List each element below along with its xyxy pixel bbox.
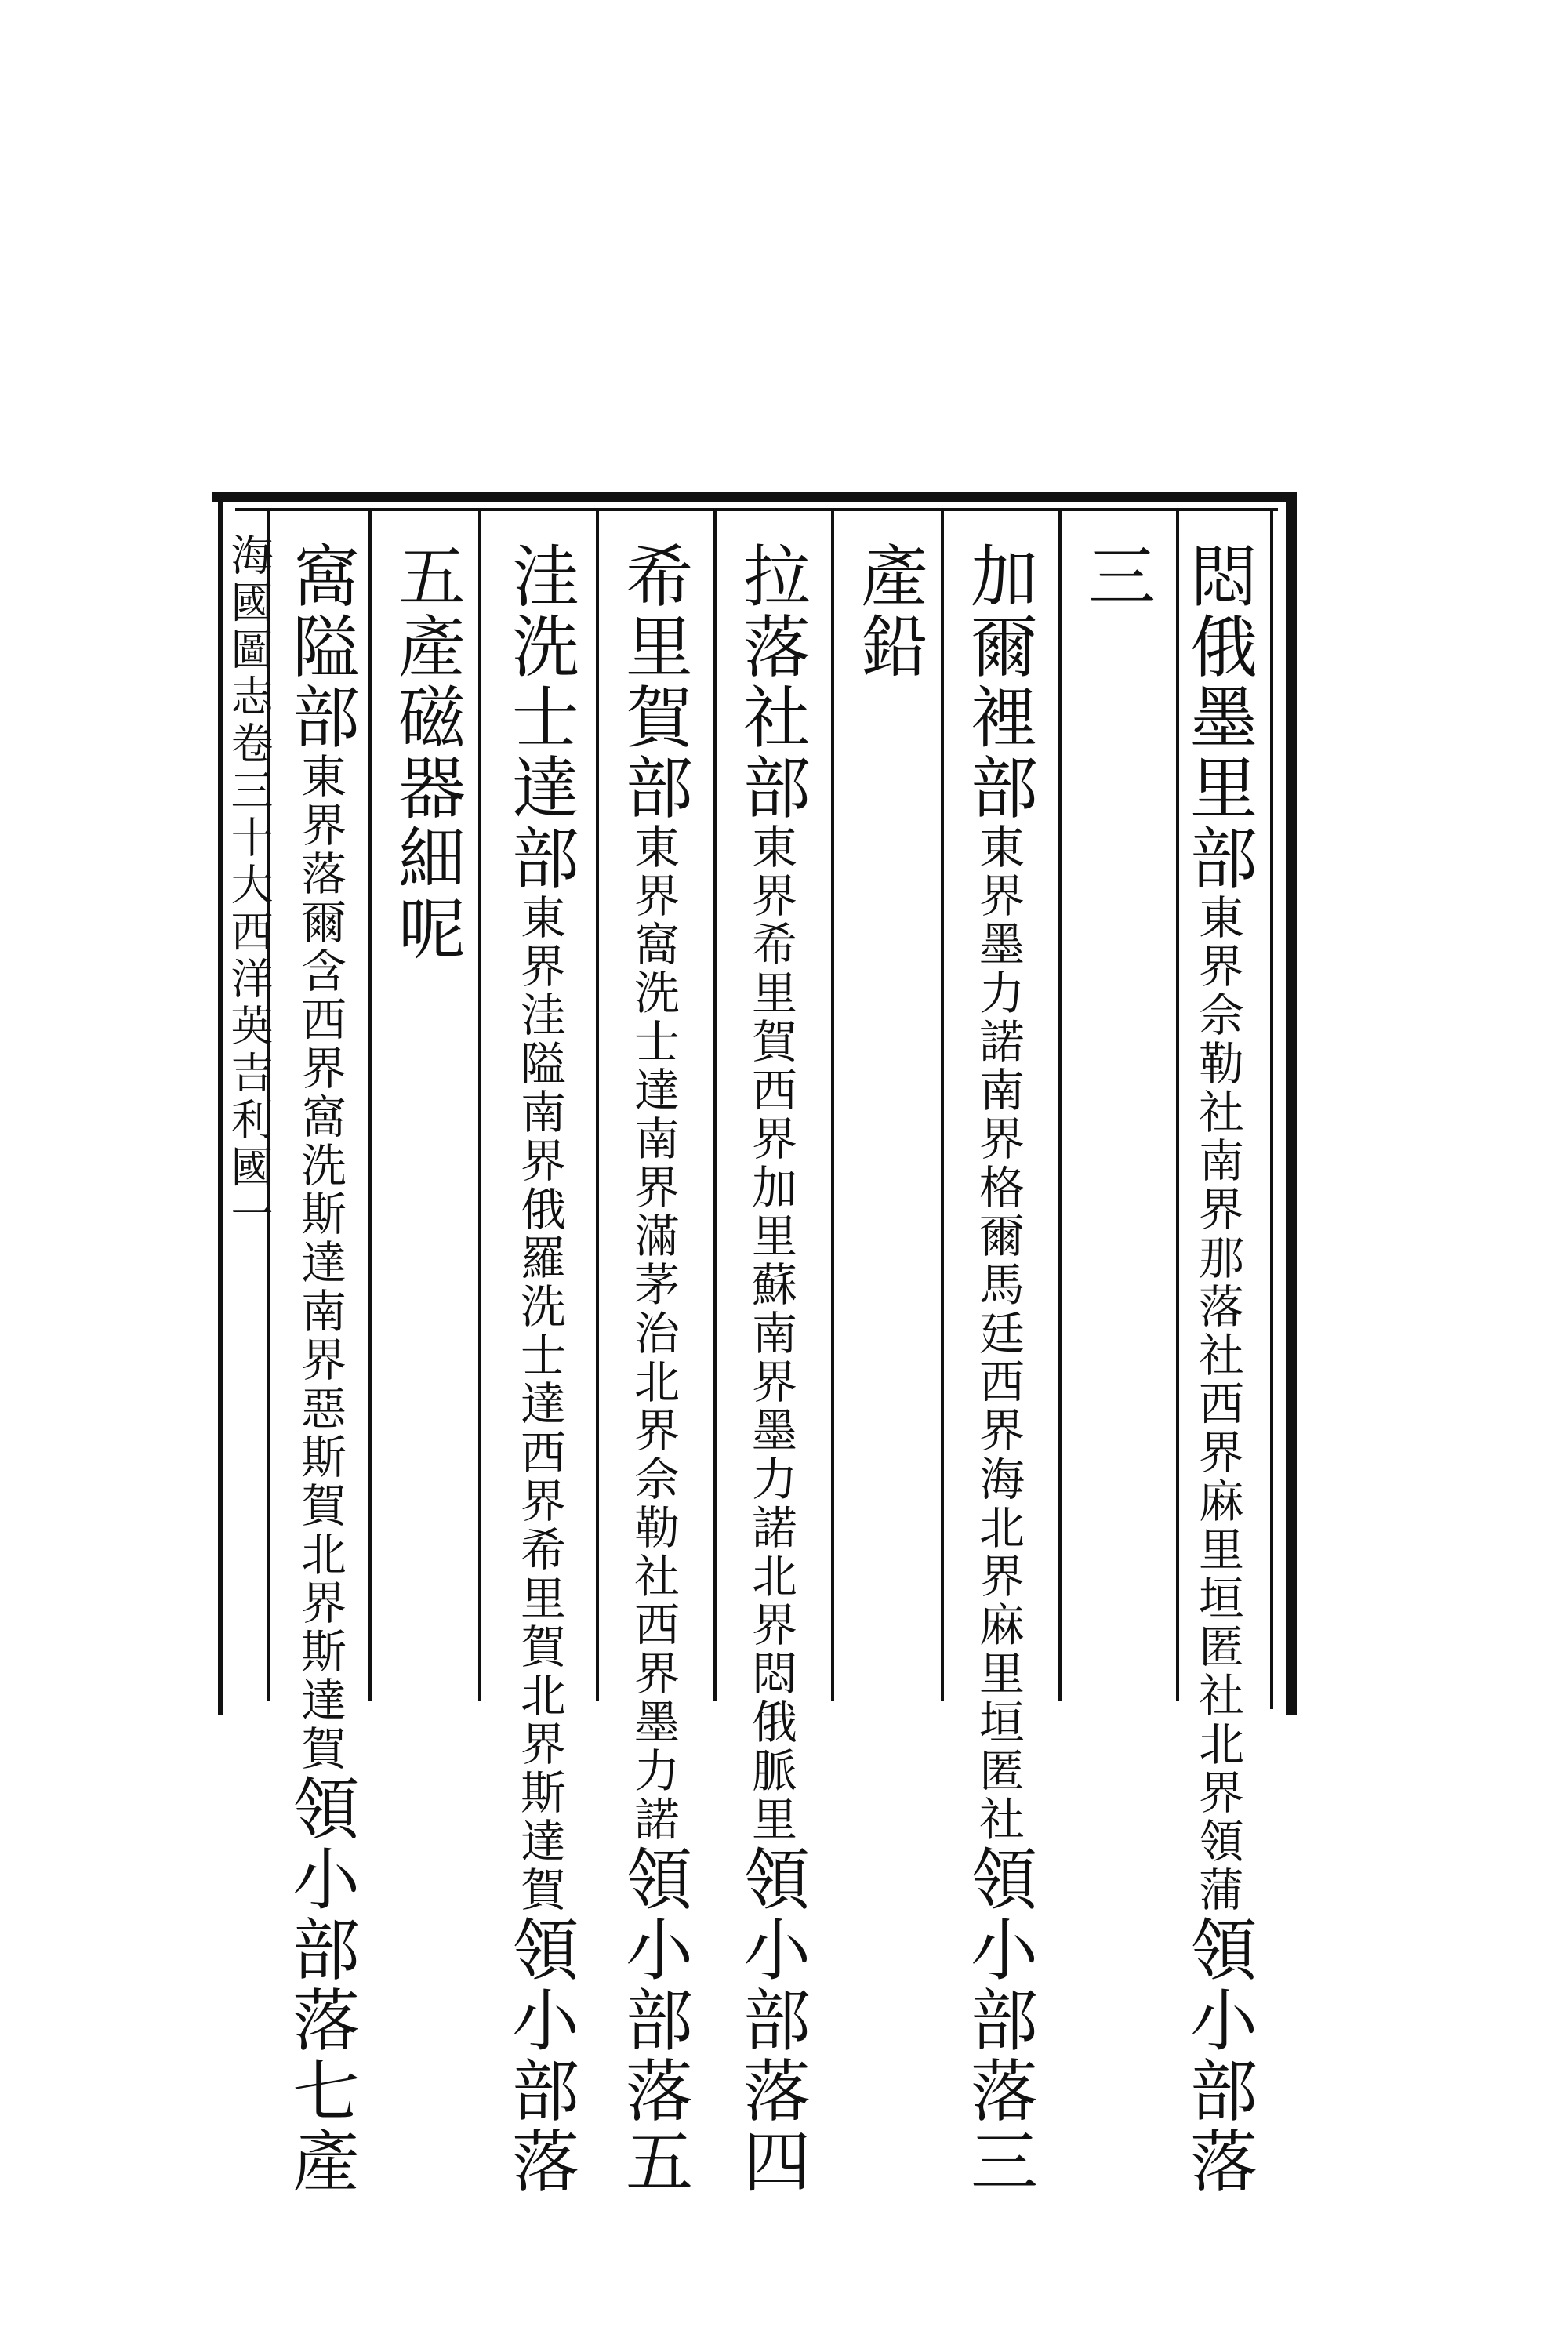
column-tail-text: 領小部落四 (731, 1844, 810, 2197)
column-main-text: 拉落社部 (731, 541, 810, 823)
top-frame-inner-line (235, 508, 1278, 511)
text-column-9 (281, 541, 359, 2197)
column-note-text: 東界佘勒社南界那落社西界麻里垣匿社北界領蒲 (1191, 894, 1244, 1915)
right-frame-inner-line (1270, 510, 1273, 1709)
column-tail-text: 領小部落五 (614, 1844, 692, 2197)
column-note-text: 東界洼隘南界俄羅洗士達西界希里賀北界斯達賀 (513, 894, 566, 1915)
column-tail-text: 領小部落七產 (281, 1773, 359, 2197)
column-divider (1058, 510, 1062, 1701)
left-frame-line (218, 492, 223, 1715)
right-frame-line (1286, 492, 1297, 1715)
margin-page-number: 一 (224, 1192, 274, 1239)
column-tail-text: 領小部落 (1178, 1915, 1257, 2197)
column-note-text: 東界墨力諾南界格爾馬廷西界海北界麻里垣匿社 (971, 823, 1025, 1844)
column-main-text: 三 (1076, 541, 1155, 612)
margin-volume: 卷三十 (224, 721, 274, 862)
margin-column (224, 533, 274, 1239)
column-divider (596, 510, 599, 1701)
column-divider (941, 510, 944, 1701)
text-column-4 (849, 541, 927, 682)
column-divider (368, 510, 372, 1701)
text-column-3 (959, 541, 1037, 2197)
margin-book-title: 海國圖志 (224, 533, 274, 721)
column-main-text: 產鉛 (849, 541, 927, 682)
column-divider (713, 510, 717, 1701)
margin-country: 英吉利國 (224, 1004, 274, 1192)
text-column-5 (731, 541, 810, 2197)
column-main-text: 窩隘部 (281, 541, 359, 753)
column-main-text: 洼洗士達部 (500, 541, 579, 894)
top-frame-line (212, 492, 1294, 502)
text-column-7 (500, 541, 579, 2197)
column-tail-text: 領小部落 (500, 1915, 579, 2197)
column-divider (831, 510, 834, 1701)
text-column-2 (1076, 541, 1155, 612)
margin-section: 大西洋 (224, 862, 274, 1004)
column-main-text: 五產磁器細呢 (387, 541, 465, 964)
column-note-text: 東界希里賀西界加里蘇南界墨力諾北界悶俄脈里 (744, 823, 797, 1844)
column-main-text: 悶俄墨里部 (1178, 541, 1257, 894)
column-tail-text: 領小部落三 (959, 1844, 1037, 2197)
text-column-6 (614, 541, 692, 2197)
column-divider (478, 510, 481, 1701)
column-note-text: 東界窩洗士達南界滿茅治北界佘勒社西界墨力諾 (626, 823, 680, 1844)
text-column-8 (387, 541, 465, 964)
column-main-text: 加爾裡部 (959, 541, 1037, 823)
column-main-text: 希里賀部 (614, 541, 692, 823)
column-note-text: 東界落爾含西界窩洗斯達南界惡斯賀北界斯達賀 (293, 753, 347, 1773)
text-column-1 (1178, 541, 1257, 2197)
